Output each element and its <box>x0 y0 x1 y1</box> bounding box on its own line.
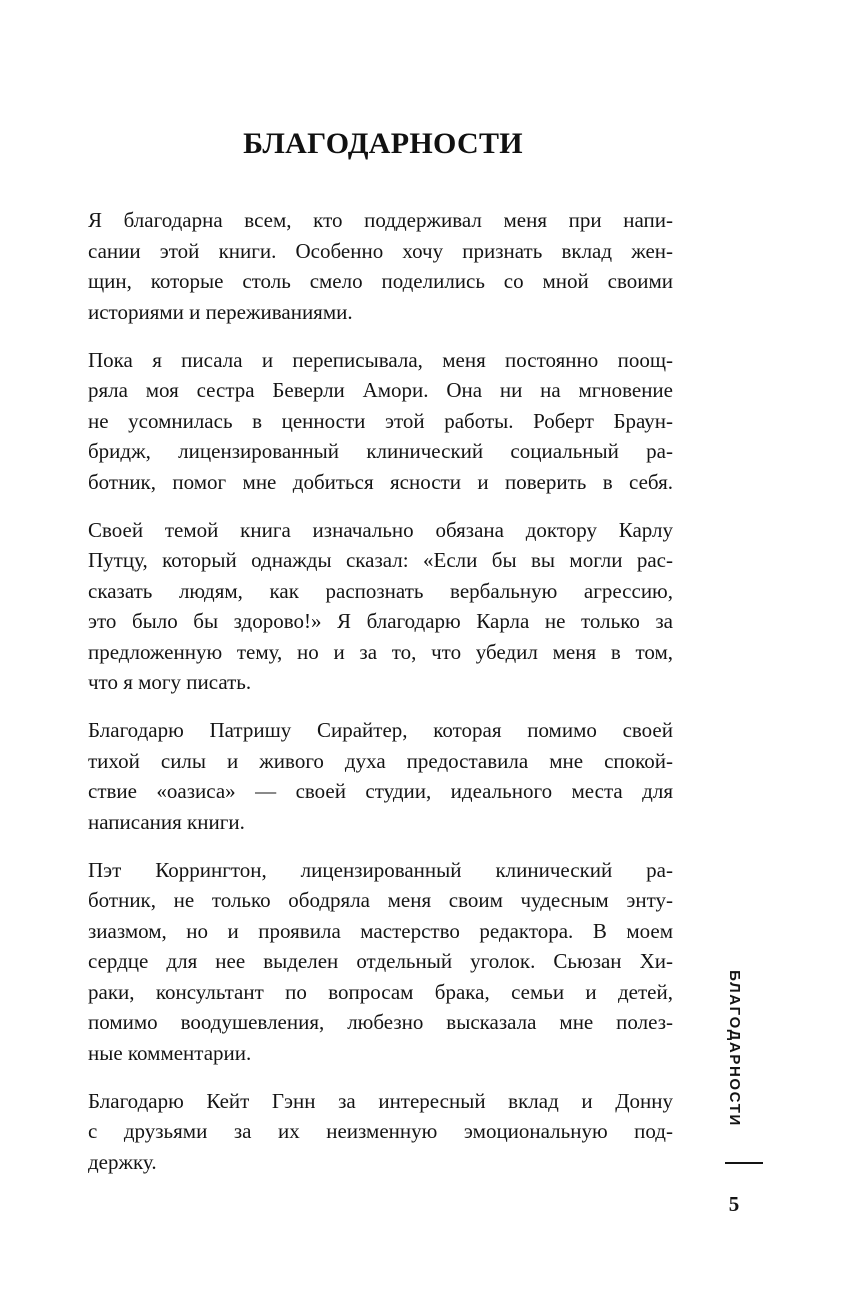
text-line: это было бы здорово!» Я благодарю Карла не только за <box>88 609 673 633</box>
text-line: написания книги. <box>88 809 245 834</box>
text-line: ствие «оазиса» — своей студии, идеального места для <box>88 779 673 803</box>
text-line: зиазмом, но и проявила мастерство редактора. В моем <box>88 918 673 943</box>
text-line: Я благодарна всем, кто поддерживал меня при напи- <box>88 208 673 232</box>
text-line: бридж, лицензированный клинический социальный ра- <box>88 439 673 463</box>
paragraph-3 <box>88 515 673 698</box>
paragraph-2 <box>88 345 673 498</box>
text-line: сании этой книги. Особенно хочу признать вклад жен- <box>88 238 673 263</box>
text-line: с друзьями за их неизменную эмоциональную под- <box>88 1119 673 1143</box>
text-line: тихой силы и живого духа предоставила мне спокой- <box>88 748 673 773</box>
text-line: предложенную тему, но и за то, что убедил меня в том, <box>88 639 673 664</box>
text-line: помимо воодушевления, любезно высказала мне полез- <box>88 1010 673 1034</box>
text-line: щин, которые столь смело поделились со мной своими <box>88 269 673 293</box>
text-line: сказать людям, как распознать вербальную агрессию, <box>88 578 673 603</box>
paragraph-1 <box>88 205 673 327</box>
chapter-title: БЛАГОДАРНОСТИ <box>243 127 523 161</box>
text-line: ботник, помог мне добиться ясности и поверить в себя. <box>88 469 673 494</box>
text-line: ные комментарии. <box>88 1040 252 1065</box>
text-line: Пока я писала и переписывала, меня постоянно поощ- <box>88 347 673 372</box>
text-line: Пэт Коррингтон, лицензированный клинический ра- <box>88 857 673 882</box>
text-line: держку. <box>88 1149 157 1174</box>
paragraph-6 <box>88 1086 673 1178</box>
text-line: ботник, не только ободряла меня своим чудесным энту- <box>88 888 673 912</box>
text-line: Своей темой книга изначально обязана доктору Карлу <box>88 517 673 542</box>
text-line: Путцу, который однажды сказал: «Если бы вы могли рас- <box>88 548 673 572</box>
body-text <box>88 205 673 1195</box>
text-line: Благодарю Кейт Гэнн за интересный вклад и Донну <box>88 1088 673 1113</box>
folio-rule <box>725 1162 763 1164</box>
paragraph-4 <box>88 715 673 837</box>
running-head <box>722 962 746 1134</box>
running-head-text: БЛАГОДАРНОСТИ <box>725 969 743 1127</box>
text-line: сердце для нее выделен отдельный уголок. Сьюзан Хи- <box>88 949 673 973</box>
text-line: историями и переживаниями. <box>88 299 353 324</box>
page-number: 5 <box>728 1192 740 1216</box>
text-line: что я могу писать. <box>88 670 252 694</box>
paragraph-5 <box>88 855 673 1069</box>
text-line: Благодарю Патришу Сирайтер, которая помимо своей <box>88 718 673 742</box>
text-line: не усомнилась в ценности этой работы. Роберт Браун- <box>88 408 673 433</box>
text-line: ряла моя сестра Беверли Амори. Она ни на мгновение <box>88 378 673 402</box>
text-line: раки, консультант по вопросам брака, семьи и детей, <box>88 979 673 1004</box>
